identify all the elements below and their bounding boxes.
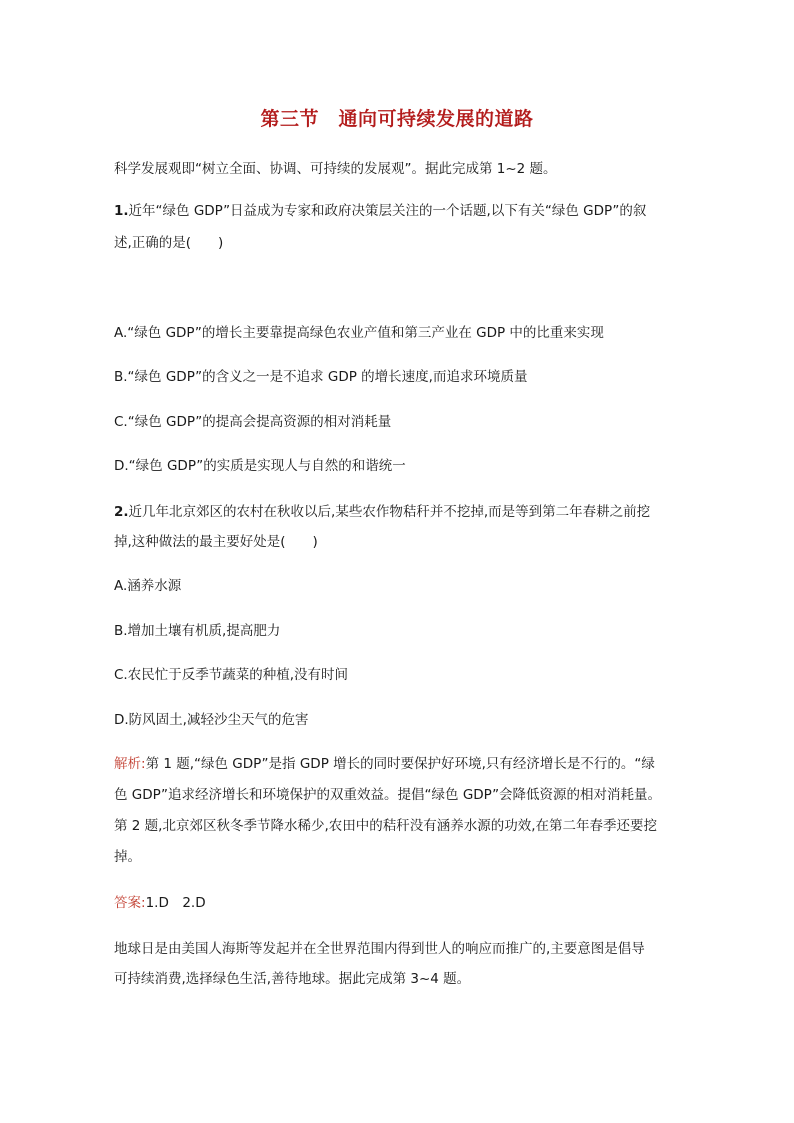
question-1-stem-line-1: 近年“绿色 GDP”日益成为专家和政府决策层关注的一个话题,以下有关“绿色 GDP”的叙 bbox=[128, 203, 647, 219]
intro-passage-2-line-2: 可持续消费,选择绿色生活,善待地球。据此完成第 3~4 题。 bbox=[114, 971, 471, 987]
question-2-option-b: B.增加土壤有机质,提高肥力 bbox=[114, 623, 281, 639]
section-title: 第三节 通向可持续发展的道路 bbox=[260, 108, 534, 130]
question-2-option-c: C.农民忙于反季节蔬菜的种植,没有时间 bbox=[114, 667, 349, 683]
analysis-line-4: 掉。 bbox=[114, 849, 141, 865]
question-1-option-a: A.“绿色 GDP”的增长主要靠提高绿色农业产值和第三产业在 GDP 中的比重来实现 bbox=[114, 325, 604, 341]
answer-label: 答案: bbox=[114, 895, 146, 911]
question-1-option-c: C.“绿色 GDP”的提高会提高资源的相对消耗量 bbox=[114, 414, 392, 430]
question-2-option-d: D.防风固土,减轻沙尘天气的危害 bbox=[114, 712, 309, 728]
analysis-text-line-1: 第 1 题,“绿色 GDP”是指 GDP 增长的同时要保护好环境,只有经济增长是不行的。“绿 bbox=[145, 756, 655, 772]
answer-line bbox=[114, 888, 684, 918]
question-1-stem-line-2: 述,正确的是( ) bbox=[114, 235, 224, 251]
intro-passage-2-line-1: 地球日是由美国人海斯等发起并在全世界范围内得到世人的响应而推广的,主要意图是倡导 bbox=[114, 941, 645, 957]
question-1-option-b: B.“绿色 GDP”的含义之一是不追求 GDP 的增长速度,而追求环境质量 bbox=[114, 369, 528, 385]
intro-passage-1: 科学发展观即“树立全面、协调、可持续的发展观”。据此完成第 1~2 题。 bbox=[114, 161, 557, 177]
question-1-number: 1. bbox=[114, 203, 129, 219]
analysis-line-2: 色 GDP”追求经济增长和环境保护的双重效益。提倡“绿色 GDP”会降低资源的相对消耗量。 bbox=[114, 787, 662, 803]
question-2-stem bbox=[114, 497, 684, 527]
analysis-label: 解析: bbox=[114, 756, 146, 772]
question-2-stem-line-2: 掉,这种做法的最主要好处是( ) bbox=[114, 534, 318, 550]
question-2-stem-line-1: 近几年北京郊区的农村在秋收以后,某些农作物秸秆并不挖掉,而是等到第二年春耕之前挖 bbox=[128, 504, 651, 520]
question-1-option-d: D.“绿色 GDP”的实质是实现人与自然的和谐统一 bbox=[114, 458, 406, 474]
question-2-option-a: A.涵养水源 bbox=[114, 578, 182, 594]
analysis-line-3: 第 2 题,北京郊区秋冬季节降水稀少,农田中的秸秆没有涵养水源的功效,在第二年春季还要挖 bbox=[114, 818, 658, 834]
answer-value: 1.D 2.D bbox=[145, 895, 206, 911]
analysis-line-1 bbox=[114, 749, 684, 779]
question-2-number: 2. bbox=[114, 504, 129, 520]
question-1-stem bbox=[114, 196, 684, 226]
